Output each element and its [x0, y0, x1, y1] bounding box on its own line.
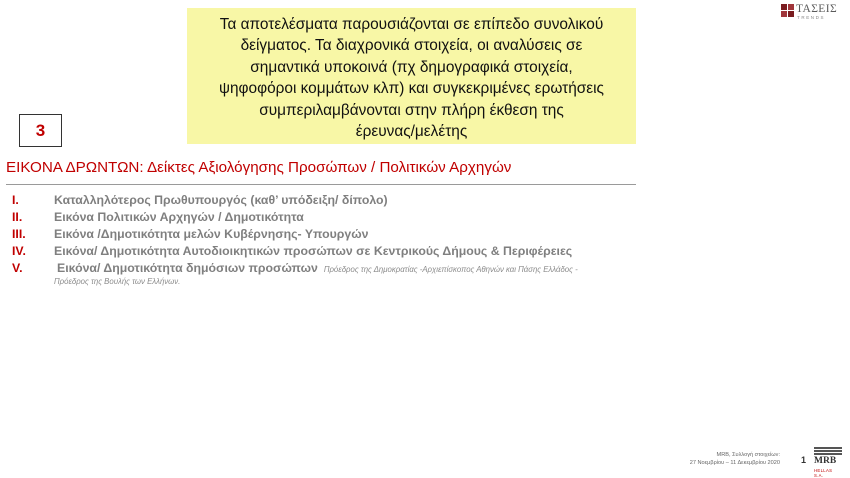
- note-line: ψηφοφόροι κομμάτων κλπ) και συγκεκριμένες ερωτήσεις: [219, 80, 604, 98]
- logo-sub: TRENDS: [797, 15, 826, 20]
- heading-divider: [6, 184, 636, 185]
- note-line: Τα αποτελέσματα παρουσιάζονται σε επίπεδο συνολικού: [219, 16, 604, 33]
- toc-item-text: Εικόνα/ Δημοτικότητα δημόσιων προσώπων: [57, 261, 318, 275]
- note-line: έρευνας/μελέτης: [355, 123, 468, 141]
- toc-item-number: III.: [12, 227, 26, 241]
- taseis-trends-logo: [781, 4, 843, 22]
- mrb-logo-text: MRB: [814, 456, 837, 466]
- toc-item-text: Εικόνα/ Δημοτικότητα Αυτοδιοικητικών προσώπων σε Κεντρικούς Δήμους & Περιφέρειες: [54, 244, 573, 258]
- logo-mark-icon: [781, 4, 794, 17]
- toc-item-number: IV.: [12, 244, 26, 258]
- toc-item-number: I.: [12, 193, 19, 207]
- footer-source: [690, 451, 780, 467]
- section-number: 3: [35, 120, 46, 140]
- toc-item-note: Πρόεδρος της Δημοκρατίας -Αρχιεπίσκοπος Αθηνών και Πάσης Ελλάδος -: [323, 265, 578, 274]
- footer-source-line: 27 Νοεμβρίου – 11 Δεκεμβρίου 2020: [689, 460, 780, 466]
- mrb-logo-sub: HELLAS S.A.: [814, 468, 833, 478]
- page-number: 1: [801, 455, 807, 465]
- toc-item-note-continued: Πρόεδρος της Βουλής των Ελλήνων.: [54, 277, 181, 286]
- logo-bar-icon: [814, 447, 842, 449]
- logo-bar-icon: [814, 450, 842, 452]
- logo-bar-icon: [814, 453, 842, 455]
- mrb-logo: [814, 447, 842, 478]
- note-line: δείγματος. Τα διαχρονικά στοιχεία, οι αναλύσεις σε: [240, 37, 583, 55]
- note-line: συμπεριλαμβάνονται στην πλήρη έκθεση της: [259, 101, 564, 119]
- toc-item-text: Εικόνα /Δημοτικότητα μελών Κυβέρνησης- Υπουργών: [54, 227, 369, 241]
- section-heading: ΕΙΚΟΝΑ ΔΡΩΝΤΩΝ: Δείκτες Αξιολόγησης Προσώπων / Πολιτικών Αρχηγών: [6, 159, 512, 176]
- toc-item-number: V.: [12, 261, 23, 275]
- toc-item-number: II.: [12, 210, 23, 224]
- note-line: σημαντικά υποκοινά (πχ δημογραφικά στοιχεία,: [250, 58, 573, 76]
- toc-item-text: Εικόνα Πολιτικών Αρχηγών / Δημοτικότητα: [54, 210, 304, 224]
- logo-name: ΤΑΣΕΙΣ: [796, 3, 838, 15]
- results-note-box: [187, 8, 636, 144]
- toc-item-text: Καταλληλότερος Πρωθυπουργός (καθ’ υπόδειξη/ δίπολο): [54, 193, 388, 207]
- section-number-box: [19, 114, 62, 147]
- footer-source-line: MRB, Συλλογή στοιχείων:: [716, 452, 780, 458]
